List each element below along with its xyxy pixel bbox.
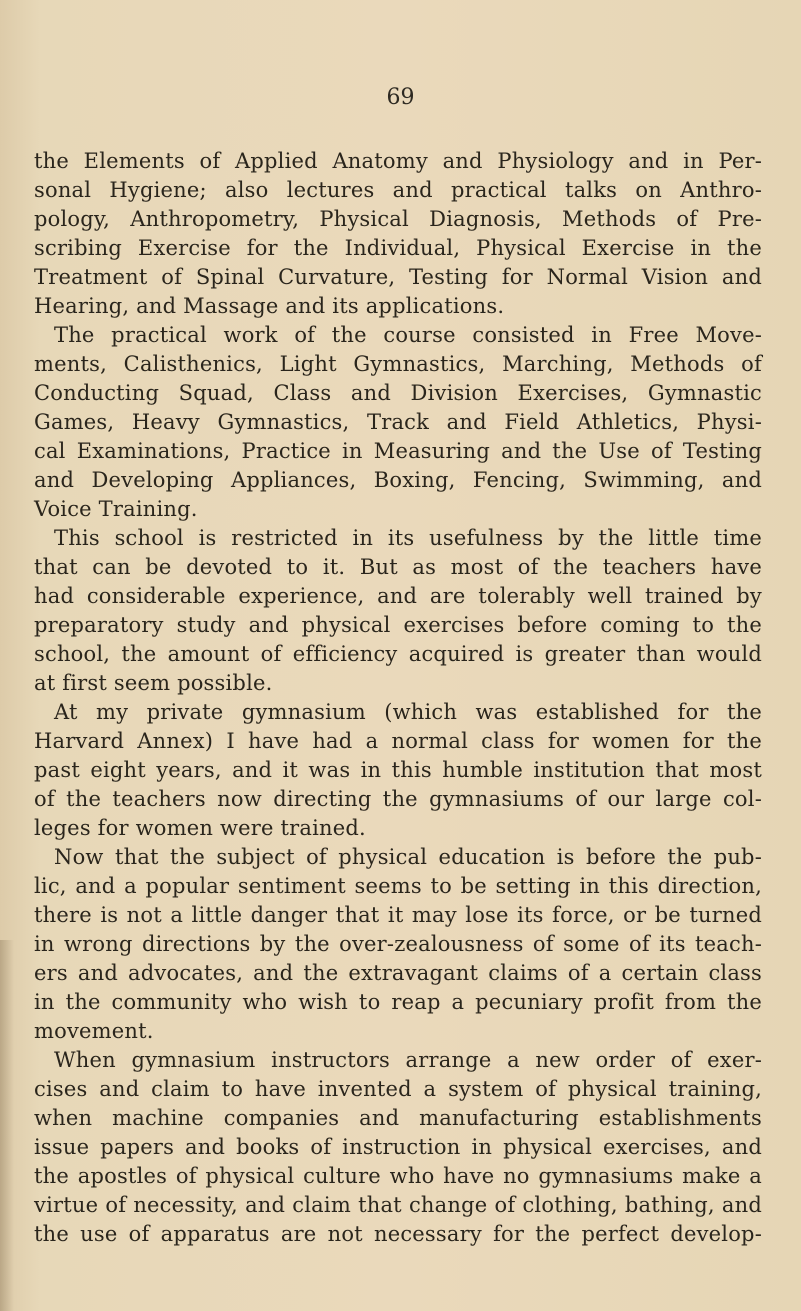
paragraph	[34, 1046, 762, 1249]
text-line: pology, Anthropometry, Physical Diagnosis, Methods of Pre-	[34, 207, 762, 231]
text-line: virtue of necessity, and claim that change of clothing, bathing, and	[34, 1193, 762, 1217]
text-line: in the community who wish to reap a pecuniary profit from the	[34, 990, 762, 1014]
paragraph	[34, 321, 762, 524]
text-line: At my private gymnasium (which was established for the	[54, 700, 762, 724]
paragraph	[34, 524, 762, 698]
text-line: there is not a little danger that it may lose its force, or be turned	[34, 903, 762, 927]
text-line: preparatory study and physical exercises before coming to the	[34, 613, 762, 637]
text-line: This school is restricted in its usefulness by the little time	[54, 526, 762, 550]
text-line: cises and claim to have invented a system of physical training,	[34, 1077, 762, 1101]
text-line: Voice Training.	[34, 497, 198, 521]
text-line: past eight years, and it was in this humble institution that most	[34, 758, 762, 782]
text-line: sonal Hygiene; also lectures and practical talks on Anthro-	[34, 178, 762, 202]
text-line: Hearing, and Massage and its applications.	[34, 294, 505, 318]
text-line: the apostles of physical culture who have no gymnasiums make a	[34, 1164, 762, 1188]
text-line: and Developing Appliances, Boxing, Fencing, Swimming, and	[34, 468, 762, 492]
text-line: movement.	[34, 1019, 154, 1043]
text-line: Treatment of Spinal Curvature, Testing for Normal Vision and	[34, 265, 762, 289]
text-line: lic, and a popular sentiment seems to be setting in this direction,	[34, 874, 762, 898]
paragraph	[34, 843, 762, 1046]
paragraph	[34, 698, 762, 843]
text-line: scribing Exercise for the Individual, Physical Exercise in the	[34, 236, 762, 260]
text-line: Now that the subject of physical education is before the pub-	[54, 845, 762, 869]
page-number: 69	[386, 85, 415, 110]
text-line: issue papers and books of instruction in physical exercises, and	[34, 1135, 762, 1159]
paragraph	[34, 147, 762, 321]
text-line: when machine companies and manufacturing establishments	[34, 1106, 762, 1130]
text-line: ers and advocates, and the extravagant claims of a certain class	[34, 961, 762, 985]
text-line: school, the amount of efficiency acquired is greater than would	[34, 642, 762, 666]
text-line: Games, Heavy Gymnastics, Track and Field Athletics, Physi-	[34, 410, 762, 434]
text-line: that can be devoted to it. But as most of the teachers have	[34, 555, 762, 579]
text-line: had considerable experience, and are tolerably well trained by	[34, 584, 762, 608]
body-text	[34, 147, 762, 1249]
text-line: at first seem possible.	[34, 671, 273, 695]
text-line: cal Examinations, Practice in Measuring and the Use of Testing	[34, 439, 762, 463]
text-line: The practical work of the course consisted in Free Move-	[54, 323, 762, 347]
text-line: the Elements of Applied Anatomy and Physiology and in Per-	[34, 149, 762, 173]
text-line: When gymnasium instructors arrange a new order of exer-	[54, 1048, 762, 1072]
binding-shadow	[0, 940, 14, 1311]
text-line: Harvard Annex) I have had a normal class for women for the	[34, 729, 762, 753]
text-line: the use of apparatus are not necessary for the perfect develop-	[34, 1222, 762, 1246]
text-line: in wrong directions by the over-zealousness of some of its teach-	[34, 932, 762, 956]
text-line: Conducting Squad, Class and Division Exercises, Gymnastic	[34, 381, 762, 405]
text-line: of the teachers now directing the gymnasiums of our large col-	[34, 787, 762, 811]
text-line: leges for women were trained.	[34, 816, 366, 840]
text-line: ments, Calisthenics, Light Gymnastics, Marching, Methods of	[34, 352, 762, 376]
